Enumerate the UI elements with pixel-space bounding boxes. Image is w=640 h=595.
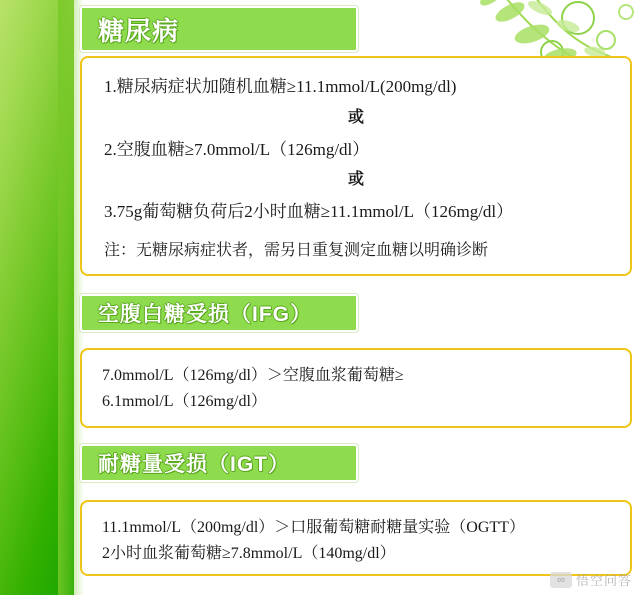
- watermark: [550, 570, 632, 589]
- section-title-igt-label: 耐糖量受损（IGT）: [98, 453, 290, 476]
- section-title-diabetes: [80, 6, 358, 52]
- criteria-line-1: 1.糖尿病症状加随机血糖≥11.1mmol/L(200mg/dl): [104, 77, 457, 96]
- watermark-label: 悟空问答: [575, 573, 632, 588]
- criteria-separator-2: 或: [347, 171, 364, 188]
- section-title-ifg: [80, 294, 358, 332]
- igt-line-1: 11.1mmol/L（200mg/dl）＞口服葡萄糖耐糖量实验（OGTT）: [102, 519, 525, 536]
- speech-bubble-icon: ∞: [550, 572, 572, 588]
- criteria-card-diabetes: [80, 56, 632, 276]
- ifg-line-1: 7.0mmol/L（126mg/dl）＞空腹血浆葡萄糖≥: [102, 367, 404, 384]
- criteria-line-2: 2.空腹血糖≥7.0mmol/L（126mg/dl）: [104, 139, 370, 159]
- criteria-separator-1: 或: [347, 108, 364, 126]
- section-title-ifg-label: 空腹白糖受损（IFG）: [98, 303, 312, 326]
- content-column: [74, 0, 640, 595]
- ifg-line-2: 6.1mmol/L（126mg/dl）: [102, 393, 267, 410]
- criteria-card-ifg: [80, 348, 632, 428]
- criteria-card-igt: [80, 500, 632, 576]
- section-title-igt: [80, 444, 358, 482]
- igt-line-2: 2小时血浆葡萄糖≥7.8mmol/L（140mg/dl）: [102, 545, 396, 562]
- criteria-note: 注：无糖尿病症状者，需另日重复测定血糖以明确诊断: [104, 241, 489, 259]
- criteria-line-3: 3.75g葡萄糖负荷后2小时血糖≥11.1mmol/L（126mg/dl）: [104, 202, 514, 221]
- left-green-band: [0, 0, 74, 595]
- section-title-diabetes-label: 糖尿病: [98, 15, 180, 46]
